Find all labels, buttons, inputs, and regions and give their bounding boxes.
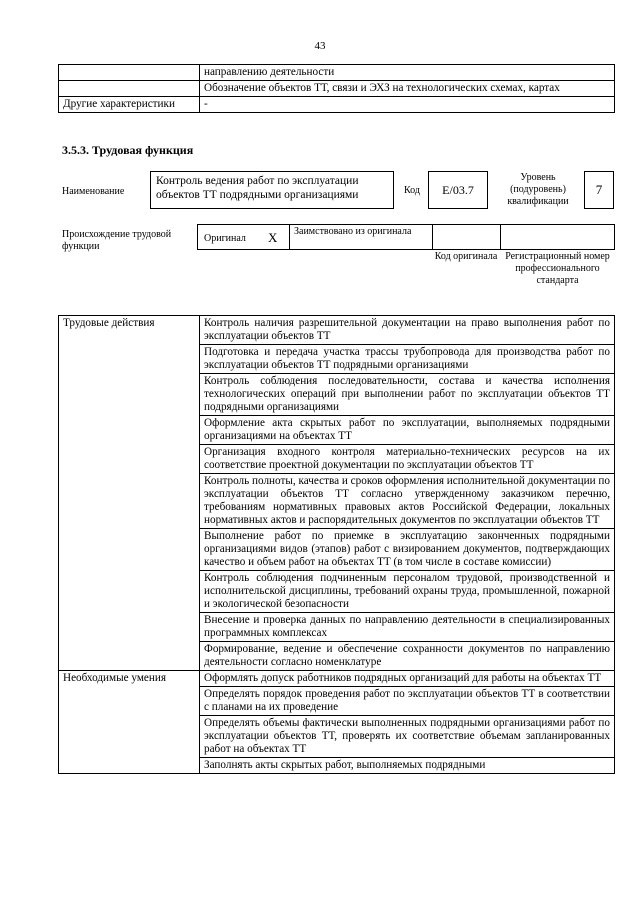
list-item: Контроль соблюдения подчиненным персоналом трудовой, производственной и исполнительской дисциплины, требований охраны труда, промышленной, пожарной и экологической безопасности [200,571,615,613]
table-cell: Другие характеристики [59,97,200,113]
list-item: Контроль соблюдения последовательности, состава и качества исполнения технологических операций при выполнении работ по эксплуатации объектов ТТ подрядными организациями [200,374,615,416]
list-item: Оформлять допуск работников подрядных организаций для работы на объектах ТТ [200,671,615,687]
table-cell [59,81,200,97]
divider [289,225,290,249]
table-row [59,671,615,687]
reg-caption: Регистрационный номер профессионального стандарта [505,251,610,286]
table-cell: направлению деятельности [200,65,615,81]
origin-row [197,224,615,250]
original-label: Оригинал [204,233,246,244]
list-item: Выполнение работ по приемке в эксплуатацию законченных подрядными организациями видов (этапов) работ с визированием документов, подтверждающих качество и объем работ на объектах ТТ (в том числе в составе комиссии) [200,529,615,571]
list-item: Контроль полноты, качества и сроков оформления исполнительной документации по эксплуатации объектов ТТ согласно утвержденному заказчиком перечню, требованиям нормативных правовых актов Российской Федерации, локальных нормативных актов и распорядительных документов по эксплуатации объектов ТТ [200,474,615,529]
table-cell: - [200,97,615,113]
code-value: Е/03.7 [428,171,488,209]
level-value: 7 [584,171,614,209]
page-number: 43 [314,40,326,52]
list-item: Определять объемы фактически выполненных подрядными организациями работ по эксплуатации объектов ТТ, проверять их соответствие объемам запланированных работ на объектах ТТ [200,716,615,758]
original-mark: X [268,230,278,245]
list-item: Оформление акта скрытых работ по эксплуатации, выполняемых подрядными организациями на объектах ТТ [200,416,615,445]
origin-label: Происхождение трудовой функции [62,229,172,252]
code-label: Код [404,185,420,196]
table-row [59,97,615,113]
borrowed-label: Заимствовано из оригинала [294,226,412,237]
main-table [58,315,615,774]
list-item: Заполнять акты скрытых работ, выполняемых подрядными [200,758,615,774]
section-title: 3.5.3. Трудовая функция [62,143,194,157]
list-item: Внесение и проверка данных по направлению деятельности в специализированных программных комплексах [200,613,615,642]
list-item: Подготовка и передача участка трассы трубопровода для производства работ по эксплуатации объектов ТТ подрядными организациями [200,345,615,374]
table-row [59,65,615,81]
level-label: Уровень (подуровень) квалификации [507,172,569,207]
list-item: Определять порядок проведения работ по эксплуатации объектов ТТ в соответствии с планами на их проведение [200,687,615,716]
section-heading: Необходимые умения [59,671,200,774]
name-label: Наименование [62,186,125,197]
table-row [59,316,615,345]
list-item: Контроль наличия разрешительной документации на право выполнения работ по эксплуатации объектов ТТ [200,316,615,345]
table-cell [59,65,200,81]
table-cell: Обозначение объектов ТТ, связи и ЭХЗ на технологических схемах, картах [200,81,615,97]
divider [432,225,433,249]
list-item: Организация входного контроля материально-технических ресурсов на их соответствие проектной документации по эксплуатации объектов ТТ [200,445,615,474]
top-table [58,64,615,113]
name-value: Контроль ведения работ по эксплуатации объектов ТТ подрядными организациями [150,171,394,209]
code-caption: Код оригинала [434,251,498,262]
list-item: Формирование, ведение и обеспечение сохранности документов по направлению деятельности согласно номенклатуре [200,642,615,671]
section-heading: Трудовые действия [59,316,200,671]
table-row [59,81,615,97]
divider [500,225,501,249]
